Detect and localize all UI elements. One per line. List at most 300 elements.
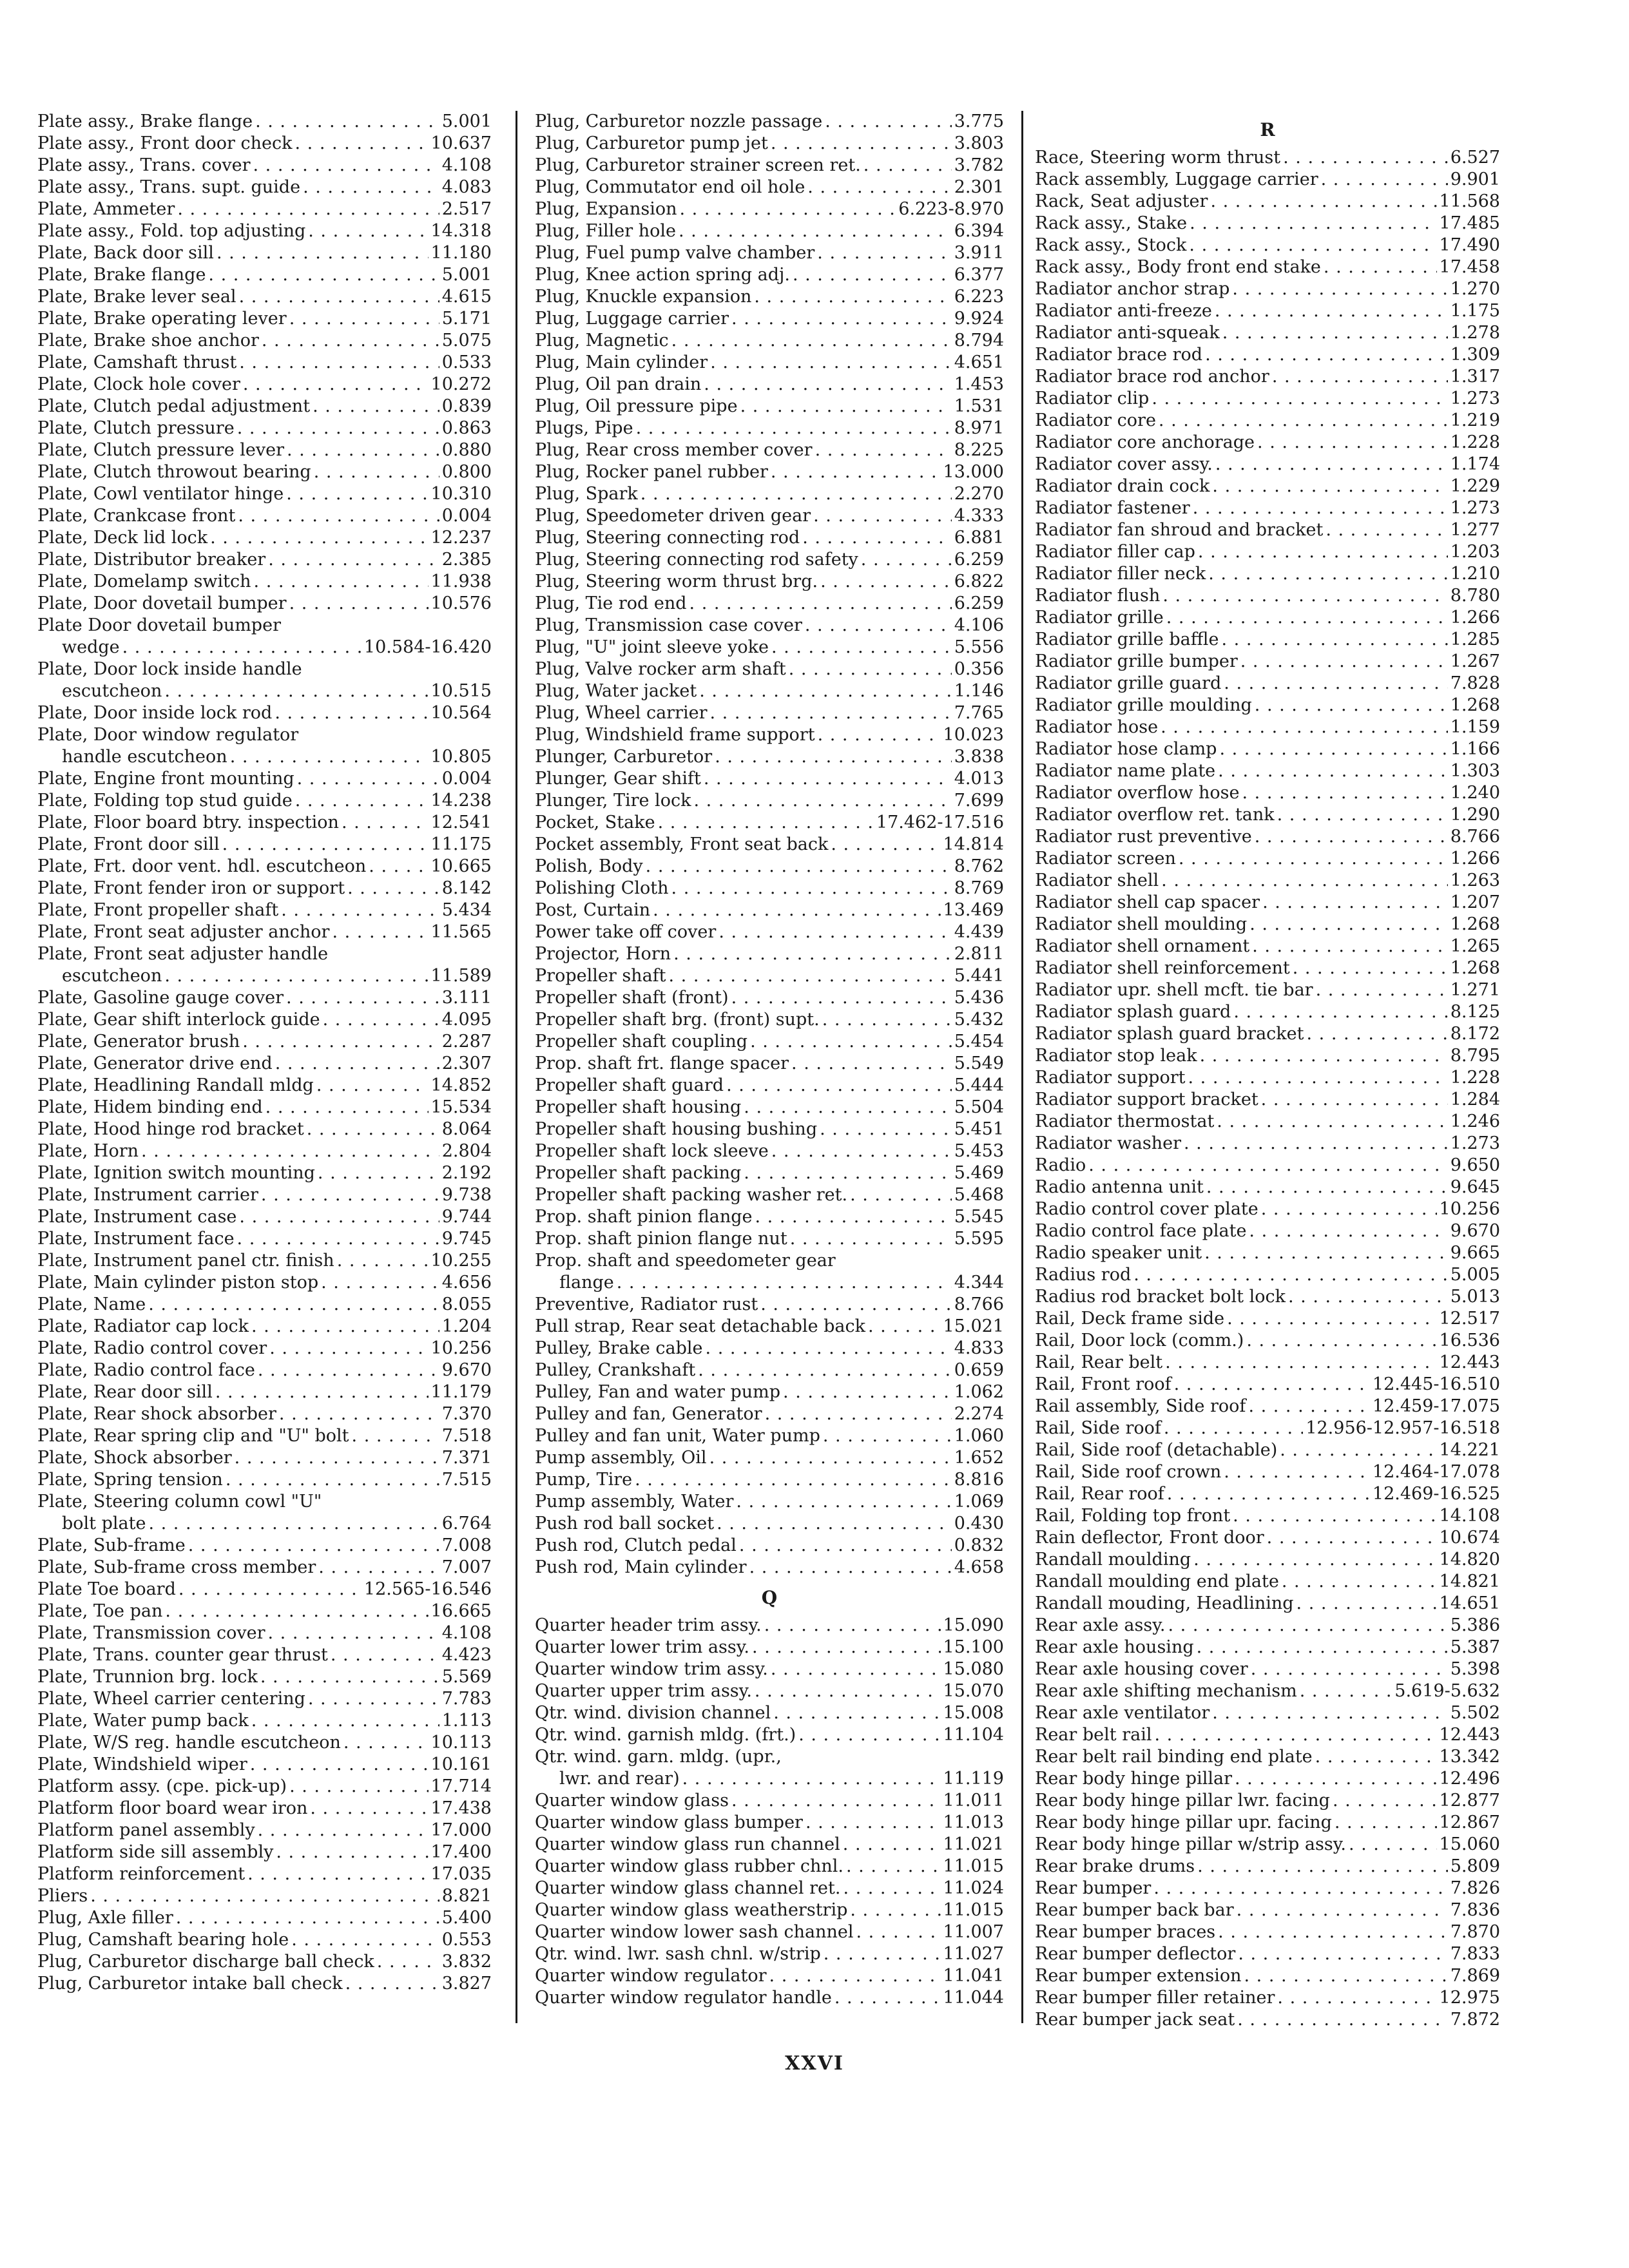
index-entry: [37, 768, 492, 790]
index-entry: [1035, 1133, 1500, 1155]
dot-leader: [831, 834, 940, 856]
entry-page-ref: 5.398: [1450, 1659, 1500, 1679]
index-entry: [535, 1272, 1004, 1294]
entry-page-ref: 12.443: [1439, 1725, 1500, 1745]
dot-leader: [243, 374, 429, 396]
entry-label: Radiator thermostat: [1035, 1111, 1215, 1131]
dot-leader: [337, 1250, 429, 1272]
entry-label: Radiator fastener: [1035, 498, 1190, 518]
dot-leader: [318, 1162, 439, 1184]
entry-page-ref: 10.564: [430, 703, 492, 723]
entry-page-ref: 5.504: [954, 1097, 1004, 1117]
entry-page-ref: 5.444: [954, 1075, 1004, 1095]
entry-page-ref: 7.518: [441, 1426, 492, 1446]
index-entry: [535, 352, 1004, 374]
dot-leader: [740, 396, 952, 418]
dot-leader: [731, 1790, 941, 1812]
entry-page-ref: 5.454: [954, 1032, 1004, 1052]
dot-leader: [247, 1863, 428, 1885]
index-entry: [535, 790, 1004, 812]
entry-label: Plate assy., Fold. top adjusting: [37, 221, 306, 241]
index-entry: [1035, 1198, 1500, 1220]
index-entry: [37, 1425, 492, 1447]
entry-label: Plunger, Carburetor: [535, 747, 713, 767]
dot-leader: [1252, 936, 1448, 957]
dot-leader: [1237, 2009, 1447, 2031]
index-entry: [37, 1381, 492, 1403]
entry-label: Plate, Frt. door vent. hdl. escutcheon: [37, 856, 367, 876]
entry-page-ref: 6.527: [1450, 148, 1500, 168]
index-entry: [1035, 1899, 1500, 1921]
entry-page-ref: 0.004: [441, 506, 492, 526]
index-entry: [535, 1637, 1004, 1658]
entry-label: Plate, Hidem binding end: [37, 1097, 263, 1117]
entry-page-ref: 9.670: [441, 1360, 492, 1380]
entry-page-ref: 12.541: [430, 812, 492, 832]
dot-leader: [316, 1075, 429, 1097]
index-entry: [1035, 629, 1500, 651]
entry-label: Plate, Instrument case: [37, 1207, 237, 1227]
index-entry: [535, 571, 1004, 593]
dot-leader: [1242, 782, 1448, 804]
entry-label: Qtr. wind. garn. mldg. (upr.,: [535, 1747, 782, 1767]
entry-label: Plate, Clutch pressure lever: [37, 440, 285, 460]
dot-leader: [754, 286, 951, 308]
entry-page-ref: 8.225: [954, 440, 1004, 460]
dot-leader: [1251, 1658, 1448, 1680]
dot-leader: [1232, 278, 1447, 300]
entry-page-ref: 2.274: [954, 1404, 1004, 1424]
entry-label: Rack assy., Body front end stake: [1035, 257, 1321, 277]
dot-leader: [1307, 1023, 1448, 1045]
entry-label: Rail assembly, Side roof: [1035, 1396, 1246, 1416]
entry-label: Rear axle ventilator: [1035, 1703, 1210, 1723]
entry-page-ref: 9.670: [1450, 1221, 1500, 1241]
entry-page-ref: 3.803: [954, 133, 1004, 153]
entry-page-ref: 11.179: [430, 1382, 492, 1402]
entry-page-ref: 4.344: [954, 1273, 1004, 1293]
entry-label: Radiator splash guard: [1035, 1002, 1231, 1022]
entry-label: Plug, Steering worm thrust brg.: [535, 572, 818, 591]
dot-leader: [267, 1622, 439, 1644]
entry-label: Plate, Sub-frame cross member: [37, 1557, 316, 1577]
dot-leader: [1193, 497, 1448, 519]
entry-page-ref: 15.070: [943, 1681, 1004, 1701]
entry-page-ref: 3.827: [441, 1974, 492, 1994]
entry-page-ref: 4.108: [441, 1623, 492, 1643]
entry-page-ref: 0.533: [441, 352, 492, 372]
entry-label: Radio antenna unit: [1035, 1177, 1204, 1197]
dot-leader: [846, 1856, 941, 1878]
index-entry: [1035, 1615, 1500, 1637]
entry-page-ref: 6.764: [441, 1514, 492, 1533]
dot-leader: [1249, 1220, 1447, 1242]
entry-page-ref: 1.290: [1450, 805, 1500, 825]
dot-leader: [286, 987, 439, 1009]
index-entry: [37, 1600, 492, 1622]
index-entry: [1035, 1571, 1500, 1593]
entry-page-ref: 4.083: [441, 177, 492, 197]
entry-label: Plate, Clock hole cover: [37, 374, 240, 394]
index-entry: [1035, 1264, 1500, 1286]
entry-label: Plug, Spark: [535, 484, 638, 504]
entry-page-ref: 10.272: [430, 374, 492, 394]
index-entry: [1035, 695, 1500, 716]
entry-page-ref: 1.268: [1450, 914, 1500, 934]
entry-label: Plate, Ammeter: [37, 199, 175, 219]
dot-leader: [237, 1228, 439, 1250]
entry-page-ref: 4.656: [441, 1273, 492, 1293]
entry-label: Radiator cover assy.: [1035, 454, 1213, 474]
entry-label: Radiator shell moulding: [1035, 914, 1248, 934]
entry-page-ref: 5.545: [954, 1207, 1004, 1227]
entry-page-ref: 7.870: [1450, 1922, 1500, 1942]
entry-page-ref: 3.832: [441, 1952, 492, 1972]
entry-label: Radiator support bracket: [1035, 1090, 1258, 1110]
entry-label: Plate, Clutch pressure: [37, 418, 235, 438]
index-entry: [535, 658, 1004, 680]
dot-leader: [807, 177, 951, 198]
dot-leader: [752, 1637, 941, 1658]
index-entry: [37, 1841, 492, 1863]
dot-leader: [260, 1666, 439, 1688]
index-entry: [1035, 1637, 1500, 1658]
index-entry: [535, 1899, 1004, 1921]
entry-page-ref: 7.007: [441, 1557, 492, 1577]
entry-page-ref: 1.175: [1450, 301, 1500, 321]
entry-page-ref: 12.867: [1439, 1812, 1500, 1832]
dot-leader: [617, 1272, 952, 1294]
entry-label: Radio: [1035, 1155, 1086, 1175]
dot-leader: [235, 1447, 439, 1469]
entry-label: Platform reinforcement: [37, 1864, 246, 1884]
entry-page-ref: 7.765: [954, 703, 1004, 723]
index-entry: [1035, 541, 1500, 563]
entry-page-ref: 8.762: [954, 856, 1004, 876]
entry-page-ref: 7.783: [441, 1689, 492, 1709]
entry-label: Rail, Side roof crown: [1035, 1462, 1222, 1482]
entry-page-ref: 11.015: [943, 1856, 1004, 1876]
dot-leader: [749, 1557, 952, 1579]
dot-leader: [1200, 1045, 1448, 1067]
dot-leader: [771, 1140, 952, 1162]
dot-leader: [813, 505, 952, 527]
entry-label: Plate, Main cylinder piston stop: [37, 1273, 319, 1293]
entry-label: Plug, Water jacket: [535, 681, 697, 701]
dot-leader: [793, 264, 952, 286]
dot-leader: [863, 155, 952, 177]
entry-label: Radiator screen: [1035, 849, 1176, 869]
dot-leader: [122, 637, 361, 658]
dot-leader: [856, 1921, 940, 1943]
dot-leader: [254, 571, 429, 593]
index-entry: [1035, 651, 1500, 673]
dot-leader: [1300, 1680, 1393, 1702]
index-entry: [1035, 563, 1500, 585]
dot-leader: [679, 198, 896, 220]
entry-label: Plate, Front seat adjuster handle: [37, 944, 329, 964]
dot-leader: [1215, 300, 1448, 322]
entry-page-ref: 9.738: [441, 1185, 492, 1205]
index-entry: [535, 1403, 1004, 1425]
dot-leader: [250, 1754, 429, 1776]
dot-leader: [1248, 1396, 1369, 1418]
entry-label: Plug, Magnetic: [535, 331, 669, 351]
entry-label: Plate, Name: [37, 1294, 146, 1314]
index-entry: [535, 1965, 1004, 1987]
entry-label: Radiator grille: [1035, 608, 1164, 628]
entry-page-ref: 16.665: [430, 1601, 492, 1621]
entry-label: Radiator stop leak: [1035, 1046, 1197, 1066]
entry-page-ref: 12.459-17.075: [1372, 1396, 1500, 1416]
dot-leader: [731, 987, 952, 1009]
dot-leader: [230, 746, 429, 768]
index-entry: [37, 308, 492, 330]
index-entry: [535, 812, 1004, 834]
entry-label: Quarter window glass rubber chnl.: [535, 1856, 843, 1876]
entry-page-ref: 16.536: [1439, 1331, 1500, 1350]
entry-page-ref: 17.485: [1439, 213, 1500, 233]
entry-page-ref: 5.005: [1450, 1265, 1500, 1285]
entry-page-ref: 1.271: [1450, 980, 1500, 1000]
dot-leader: [744, 1162, 951, 1184]
dot-leader: [178, 1579, 361, 1600]
index-entry: [535, 1702, 1004, 1724]
dot-leader: [295, 133, 429, 155]
index-entry: [37, 1031, 492, 1053]
dot-leader: [321, 1272, 439, 1294]
dot-leader: [308, 1688, 439, 1710]
dot-leader: [765, 1403, 952, 1425]
entry-page-ref: 1.303: [1450, 761, 1500, 781]
entry-page-ref: 0.553: [441, 1930, 492, 1950]
dot-leader: [709, 1447, 952, 1469]
dot-leader: [1227, 1308, 1436, 1330]
entry-page-ref: 9.650: [1450, 1155, 1500, 1175]
entry-label: Prop. shaft pinion flange nut: [535, 1229, 787, 1249]
entry-label: Plate, Front seat adjuster anchor: [37, 922, 330, 942]
entry-page-ref: 0.356: [954, 659, 1004, 679]
entry-page-ref: 9.924: [954, 309, 1004, 329]
entry-page-ref: 1.210: [1450, 564, 1500, 584]
dot-leader: [276, 1841, 428, 1863]
entry-label: Plug, Carburetor pump jet: [535, 133, 768, 153]
entry-page-ref: 1.060: [954, 1426, 1004, 1446]
entry-label: Plate, Camshaft thrust: [37, 352, 237, 372]
dot-leader: [265, 1097, 429, 1119]
index-entry: [535, 1746, 1004, 1768]
entry-page-ref: 1.268: [1450, 958, 1500, 978]
entry-page-ref: 1.159: [1450, 717, 1500, 737]
entry-label: Plate, Door dovetail bumper: [37, 593, 287, 613]
index-entry: [37, 1513, 492, 1535]
entry-label: Plate, Headlining Randall mldg: [37, 1075, 314, 1095]
index-entry: [535, 1535, 1004, 1557]
entry-label: Push rod, Main cylinder: [535, 1557, 747, 1577]
dot-leader: [818, 724, 941, 746]
dot-leader: [1152, 388, 1447, 410]
dot-leader: [239, 1206, 439, 1228]
entry-page-ref: 12.956-12.957-16.518: [1306, 1418, 1500, 1438]
dot-leader: [347, 878, 439, 899]
dot-leader: [295, 790, 429, 812]
index-entry: [37, 1294, 492, 1316]
entry-page-ref: 7.371: [441, 1448, 492, 1468]
entry-label: Plate, Horn: [37, 1141, 139, 1161]
index-entry: [1035, 1418, 1500, 1439]
entry-page-ref: 1.113: [441, 1711, 492, 1731]
entry-label: Plate assy., Front door check: [37, 133, 293, 153]
entry-label: Plate, Trans. counter gear thrust: [37, 1645, 328, 1665]
dot-leader: [843, 1834, 941, 1856]
dot-leader: [771, 637, 952, 658]
entry-page-ref: 12.464-17.078: [1372, 1462, 1500, 1482]
entry-label: Plate, Instrument face: [37, 1229, 235, 1249]
index-entry: [535, 1360, 1004, 1381]
index-entry: [1035, 1965, 1500, 1987]
entry-page-ref: 11.041: [943, 1966, 1004, 1986]
entry-label: Radiator core anchorage: [1035, 432, 1255, 452]
entry-label: Plate, Shock absorber: [37, 1448, 232, 1468]
index-entry: [1035, 454, 1500, 476]
dot-leader: [287, 439, 439, 461]
dot-leader: [861, 549, 952, 571]
entry-page-ref: 10.665: [430, 856, 492, 876]
dot-leader: [289, 308, 439, 330]
entry-label: Radiator splash guard bracket: [1035, 1024, 1304, 1044]
entry-label: Projector, Horn: [535, 944, 671, 964]
entry-label: Plate, Radio control face: [37, 1360, 255, 1380]
index-entry: [535, 1680, 1004, 1702]
index-entry: [535, 1053, 1004, 1075]
entry-page-ref: 12.975: [1439, 1988, 1500, 2008]
dot-leader: [790, 1228, 952, 1250]
entry-label: Radiator core: [1035, 410, 1156, 430]
entry-label: Plate assy., Trans. supt. guide: [37, 177, 301, 197]
dot-leader: [771, 461, 941, 483]
dot-leader: [671, 330, 952, 352]
index-entry: [535, 1009, 1004, 1031]
entry-label: Randall moulding end plate: [1035, 1571, 1279, 1591]
dot-leader: [718, 921, 951, 943]
index-entry: [1035, 1812, 1500, 1834]
entry-label: Rear bumper extension: [1035, 1966, 1242, 1986]
entry-page-ref: 14.852: [430, 1075, 492, 1095]
dot-leader: [739, 1535, 952, 1557]
entry-page-ref: 1.229: [1450, 476, 1500, 496]
index-entry: [1035, 1089, 1500, 1111]
entry-label: Platform floor board wear iron: [37, 1798, 308, 1818]
entry-page-ref: 2.192: [441, 1163, 492, 1183]
index-entry: [535, 1206, 1004, 1228]
entry-label: Radiator shell reinforcement: [1035, 958, 1290, 978]
entry-page-ref: 1.285: [1450, 629, 1500, 649]
entry-page-ref: 6.259: [954, 550, 1004, 570]
entry-page-ref: 1.207: [1450, 892, 1500, 912]
entry-page-ref: 5.386: [1450, 1615, 1500, 1635]
entry-label: bolt plate: [62, 1514, 146, 1533]
entry-label: Radiator anti-squeak: [1035, 323, 1220, 343]
entry-label: Plug, Camshaft bearing hole: [37, 1930, 289, 1950]
entry-page-ref: 12.443: [1439, 1352, 1500, 1372]
index-entry: [1035, 1768, 1500, 1790]
entry-page-ref: 8.971: [954, 418, 1004, 438]
index-entry: [1035, 957, 1500, 979]
index-entry: [535, 155, 1004, 177]
dot-leader: [771, 133, 952, 155]
dot-leader: [222, 834, 429, 856]
index-entry: [535, 1228, 1004, 1250]
index-entry: [37, 1535, 492, 1557]
entry-page-ref: 17.400: [430, 1842, 492, 1862]
dot-leader: [1246, 1330, 1436, 1352]
entry-label: Plate, Radiator cap lock: [37, 1316, 249, 1336]
entry-page-ref: 9.745: [441, 1229, 492, 1249]
index-entry: [535, 1425, 1004, 1447]
entry-page-ref: 5.432: [954, 1010, 1004, 1030]
entry-page-ref: 5.171: [441, 309, 492, 329]
entry-page-ref: 1.453: [954, 374, 1004, 394]
entry-label: Pocket, Stake: [535, 812, 655, 832]
entry-page-ref: 15.060: [1439, 1834, 1500, 1854]
index-entry: [1035, 1724, 1500, 1746]
dot-leader: [176, 1907, 439, 1929]
index-entry: [37, 1907, 492, 1929]
dot-leader: [210, 527, 428, 549]
index-entry: [535, 921, 1004, 943]
index-entry: [1035, 1220, 1500, 1242]
entry-page-ref: 8.064: [441, 1119, 492, 1139]
entry-page-ref: 6.394: [954, 221, 1004, 241]
entry-label: Rail, Front roof: [1035, 1374, 1171, 1394]
entry-page-ref: 2.287: [441, 1032, 492, 1052]
index-column-3: [1035, 111, 1500, 2031]
entry-label: Prop. shaft frt. flange spacer: [535, 1053, 789, 1073]
entry-page-ref: 10.576: [430, 593, 492, 613]
entry-label: Quarter header trim assy.: [535, 1615, 762, 1635]
entry-page-ref: 10.255: [430, 1251, 492, 1271]
dot-leader: [1277, 1987, 1436, 2009]
entry-label: Plunger, Gear shift: [535, 769, 701, 789]
dot-leader: [1262, 892, 1448, 914]
entry-label: Radiator clip: [1035, 389, 1150, 408]
index-entry: [37, 790, 492, 812]
entry-label: Propeller shaft coupling: [535, 1032, 748, 1052]
dot-leader: [1204, 1242, 1448, 1264]
entry-label: Rear brake drums: [1035, 1856, 1195, 1876]
entry-label: Radiator overflow ret. tank: [1035, 805, 1275, 825]
dot-leader: [148, 1513, 439, 1535]
dot-leader: [820, 571, 952, 593]
entry-page-ref: 1.228: [1450, 432, 1500, 452]
entry-label: Rear body hinge pillar w/strip assy.: [1035, 1834, 1346, 1854]
entry-page-ref: 15.021: [943, 1316, 1004, 1336]
entry-label: Radius rod: [1035, 1265, 1132, 1285]
entry-page-ref: 9.645: [1450, 1177, 1500, 1197]
dot-leader: [208, 264, 439, 286]
entry-label: Rear belt rail binding end plate: [1035, 1747, 1313, 1767]
entry-page-ref: 10.256: [430, 1338, 492, 1358]
entry-page-ref: 12.565-16.546: [363, 1579, 492, 1599]
entry-label: Radiator hose clamp: [1035, 739, 1217, 759]
entry-page-ref: 5.434: [441, 900, 492, 920]
index-entry: [1035, 760, 1500, 782]
index-entry: [37, 1009, 492, 1031]
entry-label: Plug, Carburetor discharge ball check: [37, 1952, 374, 1972]
entry-page-ref: 1.166: [1450, 739, 1500, 759]
index-entry: [37, 1162, 492, 1184]
dot-leader: [261, 1184, 439, 1206]
